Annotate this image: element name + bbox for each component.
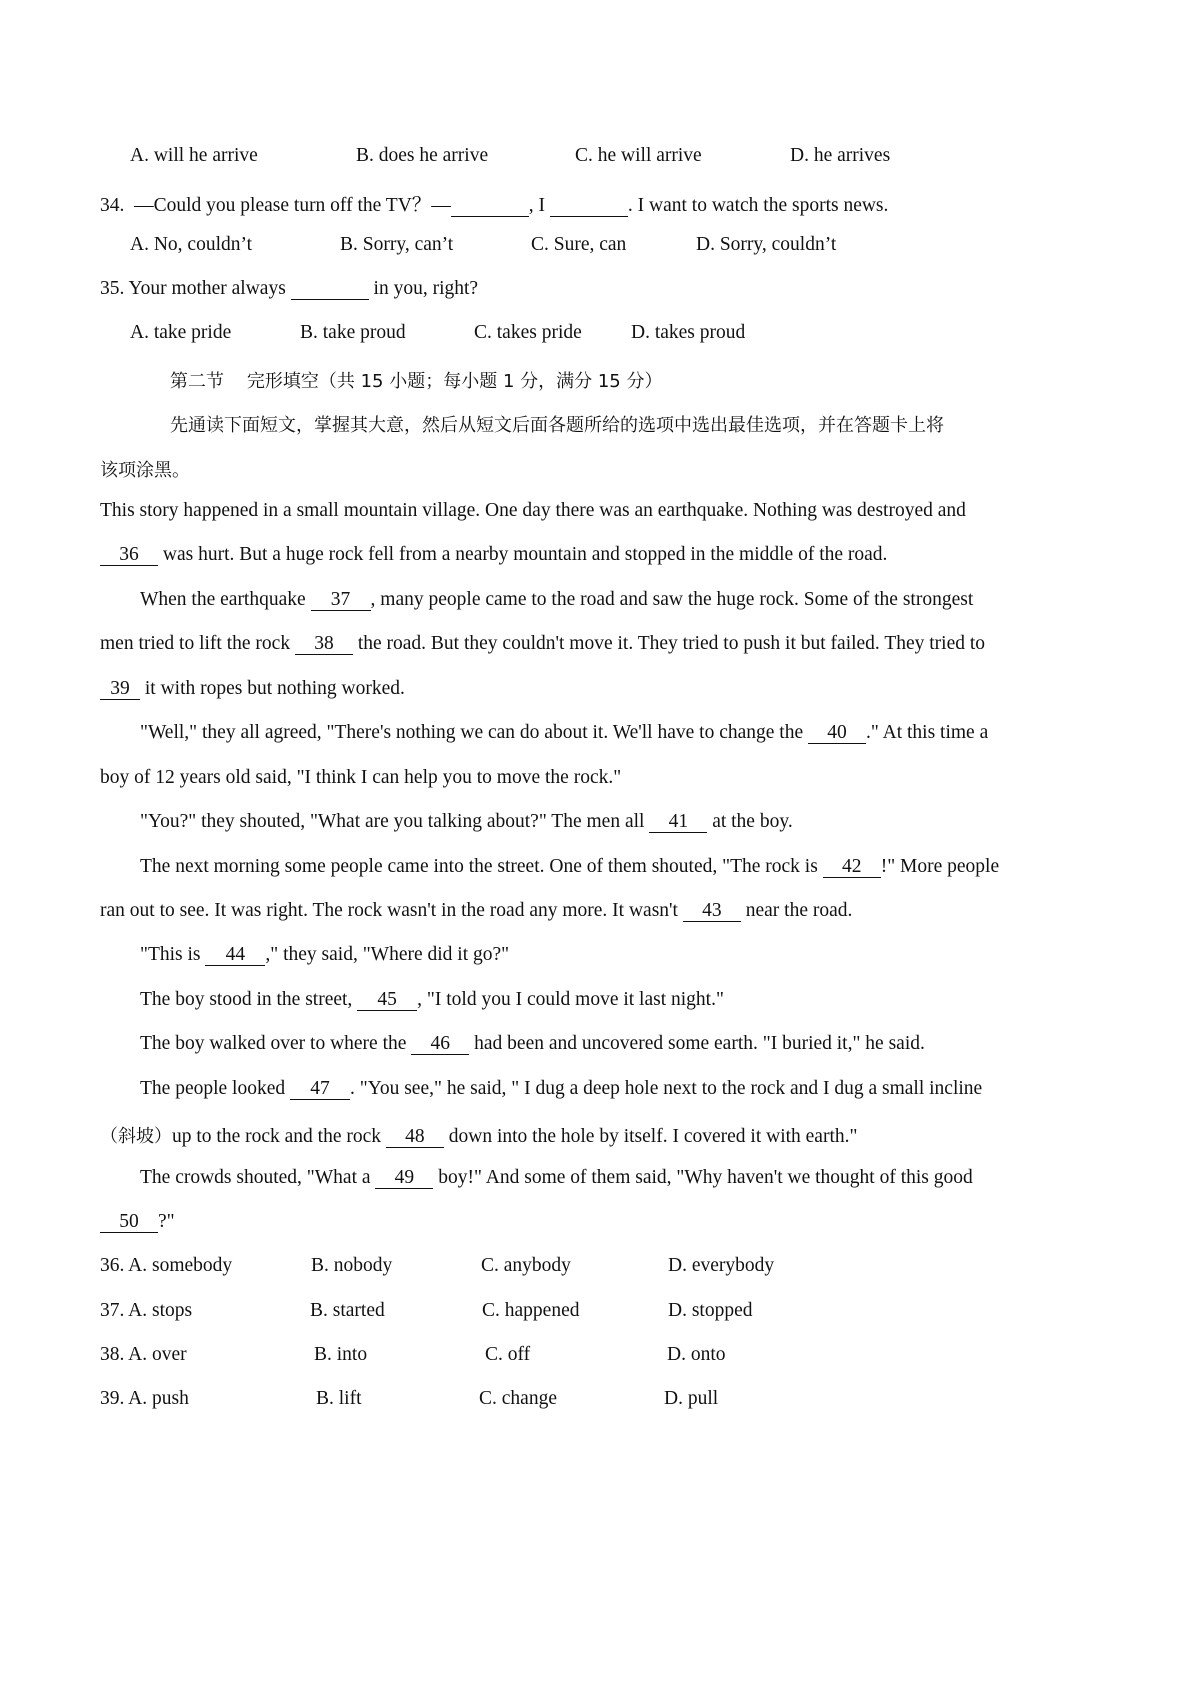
passage-text: , "I told you I could move it last night." <box>417 989 724 1010</box>
q35-option-c: C. takes pride <box>474 322 582 343</box>
blank-50: 50 <box>100 1212 158 1233</box>
passage-line <box>100 544 887 566</box>
passage-text: was hurt. But a huge rock fell from a nearby mountain and stopped in the middle of the road. <box>158 544 888 565</box>
q35-suffix: in you, right? <box>368 278 479 299</box>
q34-prefix: 34. —Could you please turn off the TV？— <box>100 195 451 216</box>
passage-text: The crowds shouted, "What a <box>140 1167 376 1188</box>
passage-text: had been and uncovered some earth. "I buried it," he said. <box>469 1033 925 1054</box>
blank-45: 45 <box>357 990 417 1011</box>
blank-46: 46 <box>411 1034 469 1055</box>
question-34 <box>100 189 888 217</box>
q33-option-b: B. does he arrive <box>356 145 489 166</box>
passage-line <box>100 1211 175 1233</box>
q38-option-c: C. off <box>485 1344 531 1365</box>
q34-blank-1 <box>451 196 529 217</box>
q34-blank-2 <box>550 196 628 217</box>
q39-option-a: 39. A. push <box>100 1388 189 1409</box>
passage-line <box>100 633 985 655</box>
passage-line <box>140 944 509 966</box>
q34-option-b: B. Sorry, can’t <box>340 234 454 255</box>
passage-text: !" More people <box>880 856 1000 877</box>
section-instruction-cont: 该项涂黑。 <box>100 460 190 481</box>
passage-line <box>100 1122 857 1148</box>
passage-text: The boy walked over to where the <box>140 1033 412 1054</box>
q36-option-d: D. everybody <box>668 1255 775 1276</box>
q38-option-d: D. onto <box>667 1344 726 1365</box>
blank-38: 38 <box>295 634 353 655</box>
passage-text: ." At this time a <box>865 722 989 743</box>
passage-text: "This is <box>140 944 206 965</box>
passage-line <box>140 722 988 744</box>
q35-blank <box>291 279 369 300</box>
q38-option-a: 38. A. over <box>100 1344 187 1365</box>
q35-option-a: A. take pride <box>130 322 232 343</box>
blank-43: 43 <box>683 901 741 922</box>
passage-text: boy!" And some of them said, "Why haven't we thought of this good <box>433 1167 973 1188</box>
blank-39: 39 <box>100 679 140 700</box>
q35-prefix: 35. Your mother always <box>100 278 291 299</box>
q35-option-d: D. takes proud <box>631 322 746 343</box>
q34-mid: , I <box>528 195 550 216</box>
blank-48: 48 <box>386 1127 444 1148</box>
passage-line <box>140 989 724 1011</box>
q36-option-a: 36. A. somebody <box>100 1255 233 1276</box>
q39-option-d: D. pull <box>664 1388 719 1409</box>
section-instruction: 先通读下面短文，掌握其大意，然后从短文后面各题所给的选项中选出最佳选项，并在答题卡上将 <box>170 415 944 436</box>
passage-text: , many people came to the road and saw the huge rock. Some of the strongest <box>370 589 974 610</box>
q37-option-c: C. happened <box>482 1300 580 1321</box>
q37-option-d: D. stopped <box>668 1300 753 1321</box>
passage-text: it with ropes but nothing worked. <box>140 678 405 699</box>
passage-line <box>140 811 793 833</box>
passage-line: This story happened in a small mountain village. One day there was an earthquake. Nothing was destroyed and <box>100 500 966 521</box>
blank-49: 49 <box>375 1168 433 1189</box>
q34-option-a: A. No, couldn’t <box>130 234 253 255</box>
passage-text: the road. But they couldn't move it. They tried to push it but failed. They tried to <box>352 633 986 654</box>
passage-line <box>100 900 852 922</box>
passage-line <box>140 1033 925 1055</box>
q37-option-a: 37. A. stops <box>100 1300 193 1321</box>
q34-suffix: . I want to watch the sports news. <box>627 195 889 216</box>
passage-text: ran out to see. It was right. The rock wasn't in the road any more. It wasn't <box>100 900 683 921</box>
blank-37: 37 <box>311 590 371 611</box>
passage-text: The next morning some people came into the street. One of them shouted, "The rock is <box>140 856 823 877</box>
passage-text: . "You see," he said, " I dug a deep hole next to the rock and I dug a small incline <box>350 1078 983 1099</box>
blank-44: 44 <box>205 945 265 966</box>
q39-option-c: C. change <box>479 1388 557 1409</box>
q38-option-b: B. into <box>314 1344 368 1365</box>
passage-text: ?" <box>158 1211 175 1232</box>
passage-text: "You?" they shouted, "What are you talking about?" The men all <box>140 811 650 832</box>
q35-option-b: B. take proud <box>300 322 406 343</box>
q33-option-c: C. he will arrive <box>575 145 702 166</box>
q34-option-c: C. Sure, can <box>531 234 627 255</box>
q36-option-c: C. anybody <box>481 1255 571 1276</box>
question-35 <box>100 278 478 300</box>
passage-text-cn: （斜坡） <box>100 1126 172 1147</box>
passage-line <box>140 856 999 878</box>
passage-text: "Well," they all agreed, "There's nothing we can do about it. We'll have to change the <box>140 722 808 743</box>
passage-text: near the road. <box>740 900 853 921</box>
blank-40: 40 <box>808 723 866 744</box>
passage-line <box>140 1167 973 1189</box>
blank-47: 47 <box>290 1079 350 1100</box>
passage-text: The boy stood in the street, <box>140 989 358 1010</box>
passage-text: down into the hole by itself. I covered it with earth." <box>443 1126 858 1147</box>
blank-36: 36 <box>100 545 158 566</box>
passage-text: up to the rock and the rock <box>172 1126 386 1147</box>
passage-text: at the boy. <box>707 811 793 832</box>
passage-text: When the earthquake <box>140 589 311 610</box>
passage-line <box>140 1078 982 1100</box>
blank-41: 41 <box>649 812 707 833</box>
q33-option-a: A. will he arrive <box>130 145 258 166</box>
passage-line <box>100 678 405 700</box>
blank-42: 42 <box>823 857 881 878</box>
section-heading: 第二节 完形填空（共 15 小题；每小题 1 分，满分 15 分） <box>170 371 663 392</box>
q37-option-b: B. started <box>310 1300 385 1321</box>
passage-text: men tried to lift the rock <box>100 633 295 654</box>
q36-option-b: B. nobody <box>311 1255 393 1276</box>
q33-option-d: D. he arrives <box>790 145 891 166</box>
passage-text: The people looked <box>140 1078 290 1099</box>
passage-line <box>140 589 973 611</box>
passage-text: ," they said, "Where did it go?" <box>265 944 510 965</box>
q34-option-d: D. Sorry, couldn’t <box>696 234 837 255</box>
passage-line: boy of 12 years old said, "I think I can help you to move the rock." <box>100 767 622 788</box>
q39-option-b: B. lift <box>316 1388 362 1409</box>
